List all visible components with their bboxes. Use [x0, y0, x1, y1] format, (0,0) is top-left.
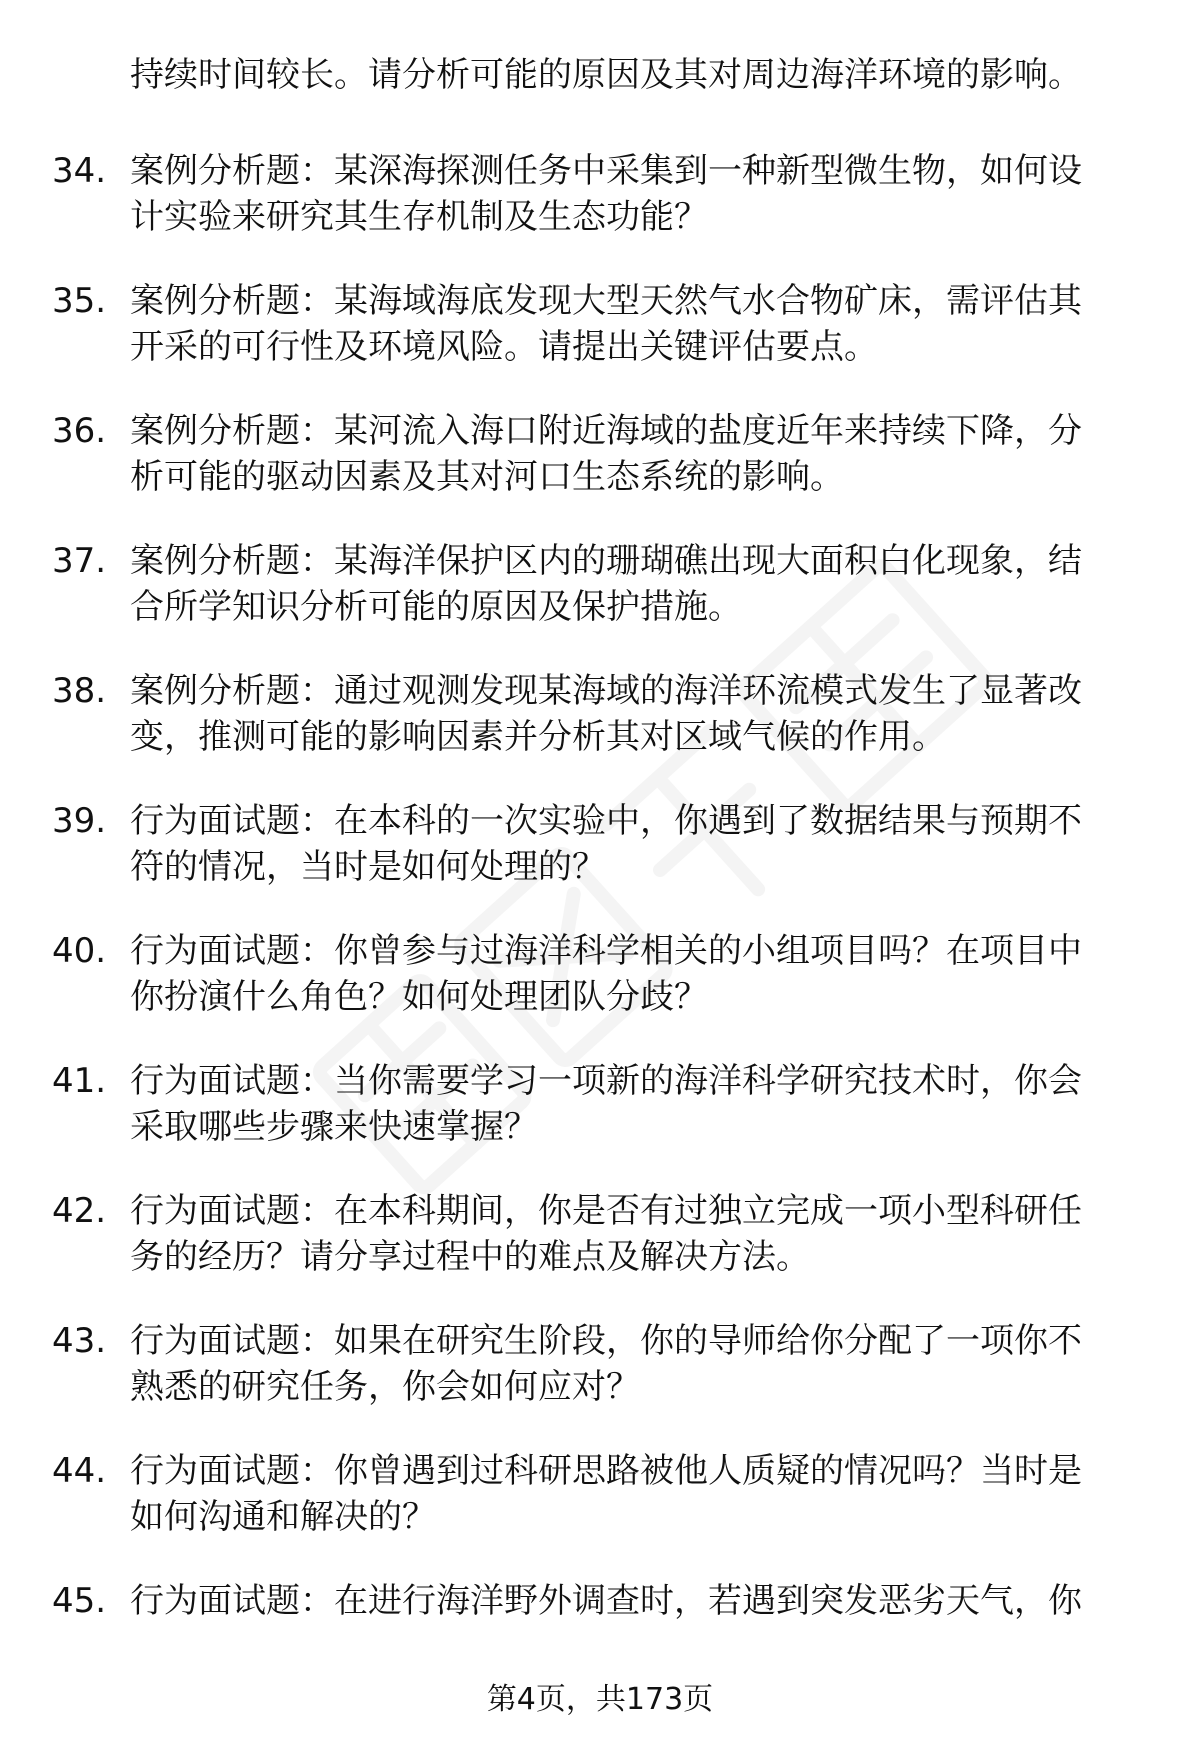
question-number: 45.: [52, 1581, 107, 1621]
question-item: [0, 928, 1200, 1058]
question-line: 如何沟通和解决的？: [130, 1497, 436, 1537]
question-number: 36.: [52, 411, 107, 451]
question-line: 行为面试题：在本科的一次实验中，你遇到了数据结果与预期不: [130, 801, 1082, 841]
question-text: [130, 408, 1140, 500]
page-footer: 第4页，共173页: [486, 1682, 714, 1717]
question-line: 你扮演什么角色？如何处理团队分歧？: [130, 977, 708, 1017]
question-item: [0, 1058, 1200, 1188]
question-line: 析可能的驱动因素及其对河口生态系统的影响。: [130, 457, 844, 497]
question-line: 合所学知识分析可能的原因及保护措施。: [130, 587, 742, 627]
question-line: 案例分析题：通过观测发现某海域的海洋环流模式发生了显著改: [130, 671, 1082, 711]
question-item: [0, 278, 1200, 408]
question-item: [0, 408, 1200, 538]
question-list: [0, 148, 1200, 1708]
question-text: [130, 1318, 1140, 1410]
question-line: 行为面试题：你曾参与过海洋科学相关的小组项目吗？在项目中: [130, 931, 1082, 971]
question-line: 行为面试题：当你需要学习一项新的海洋科学研究技术时，你会: [130, 1061, 1082, 1101]
question-number: 43.: [52, 1321, 107, 1361]
question-number: 41.: [52, 1061, 107, 1101]
question-line: 案例分析题：某海洋保护区内的珊瑚礁出现大面积白化现象，结: [130, 541, 1082, 581]
question-number: 42.: [52, 1191, 107, 1231]
question-line: 计实验来研究其生存机制及生态功能？: [130, 197, 708, 237]
question-item: [0, 1448, 1200, 1578]
question-text: [130, 148, 1140, 240]
question-number: 34.: [52, 151, 107, 191]
question-number: 35.: [52, 281, 107, 321]
question-item: [0, 1188, 1200, 1318]
question-text: [130, 668, 1140, 760]
question-number: 40.: [52, 931, 107, 971]
question-line: 行为面试题：你曾遇到过科研思路被他人质疑的情况吗？当时是: [130, 1451, 1082, 1491]
continuation-text: 持续时间较长。请分析可能的原因及其对周边海洋环境的影响。: [130, 55, 1082, 95]
question-number: 37.: [52, 541, 107, 581]
question-text: [130, 928, 1140, 1020]
question-text: [130, 278, 1140, 370]
question-line: 行为面试题：如果在研究生阶段，你的导师给你分配了一项你不: [130, 1321, 1082, 1361]
question-text: [130, 1058, 1140, 1150]
question-line: 开采的可行性及环境风险。请提出关键评估要点。: [130, 327, 878, 367]
question-item: [0, 668, 1200, 798]
question-line: 案例分析题：某深海探测任务中采集到一种新型微生物，如何设: [130, 151, 1082, 191]
question-line: 熟悉的研究任务，你会如何应对？: [130, 1367, 640, 1407]
question-item: [0, 798, 1200, 928]
question-line: 变，推测可能的影响因素并分析其对区域气候的作用。: [130, 717, 946, 757]
question-number: 38.: [52, 671, 107, 711]
question-line: 采取哪些步骤来快速掌握？: [130, 1107, 538, 1147]
question-text: [130, 1188, 1140, 1280]
question-item: [0, 538, 1200, 668]
question-text: [130, 1448, 1140, 1540]
question-line: 符的情况，当时是如何处理的？: [130, 847, 606, 887]
question-line: 行为面试题：在本科期间，你是否有过独立完成一项小型科研任: [130, 1191, 1082, 1231]
question-item: [0, 1318, 1200, 1448]
question-number: 44.: [52, 1451, 107, 1491]
question-number: 39.: [52, 801, 107, 841]
question-text: [130, 1578, 1140, 1624]
question-line: 案例分析题：某河流入海口附近海域的盐度近年来持续下降，分: [130, 411, 1082, 451]
question-line: 案例分析题：某海域海底发现大型天然气水合物矿床，需评估其: [130, 281, 1082, 321]
question-line: 行为面试题：在进行海洋野外调查时，若遇到突发恶劣天气，你: [130, 1581, 1082, 1621]
question-text: [130, 798, 1140, 890]
question-item: [0, 148, 1200, 278]
question-line: 务的经历？请分享过程中的难点及解决方法。: [130, 1237, 810, 1277]
question-text: [130, 538, 1140, 630]
